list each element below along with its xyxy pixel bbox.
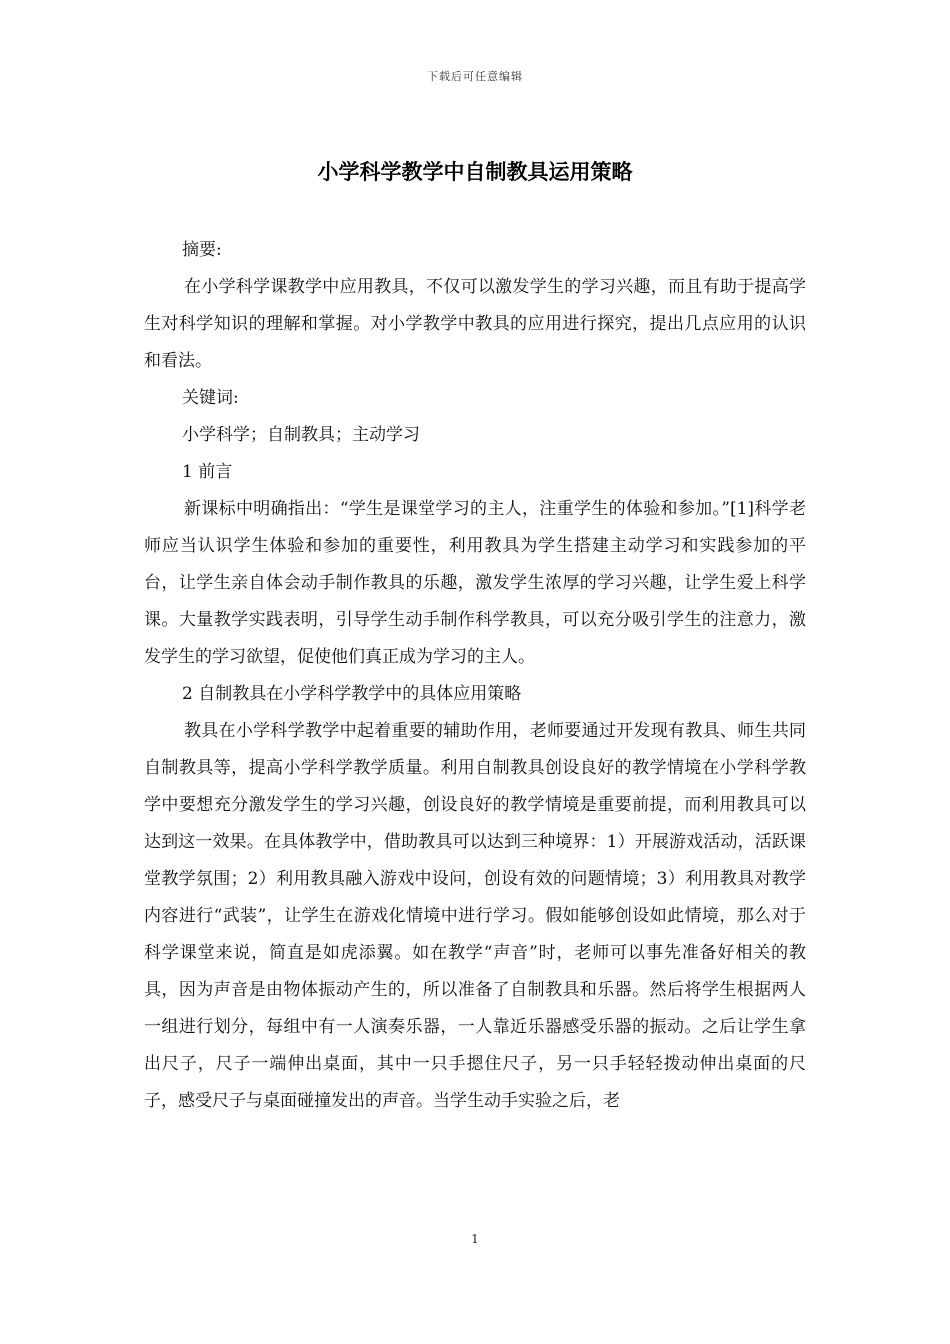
page-number: 1 (471, 1232, 479, 1246)
section-1-heading: 1 前言 (182, 462, 233, 482)
keywords-text: 小学科学；自制教具；主动学习 (182, 425, 420, 445)
document-body (144, 232, 806, 1120)
abstract-text: 在小学科学课教学中应用教具，不仅可以激发学生的学习兴趣，而且有助于提高学生对科学知识的理解和掌握。对小学教学中教具的应用进行探究，提出几点应用的认识和看法。 (144, 277, 806, 371)
section-1-text: 新课标中明确指出：“学生是课堂学习的主人，注重学生的体验和参加。”[1]科学老师应当认识学生体验和参加的重要性，利用教具为学生搭建主动学习和实践参加的平台，让学生亲自体会动手制作教具的乐趣，激发学生浓厚的学习兴趣，让学生爱上科学课。大量教学实践表明，引导学生动手制作科学教具，可以充分吸引学生的注意力，激发学生的学习欲望，促使他们真正成为学习的主人。 (144, 499, 806, 667)
keywords-label: 关键词: (182, 388, 239, 408)
header-note: 下载后可任意编辑 (427, 70, 523, 83)
section-2-text: 教具在小学科学教学中起着重要的辅助作用，老师要通过开发现有教具、师生共同自制教具等，提高小学科学教学质量。利用自制教具创设良好的教学情境在小学科学教学中要想充分激发学生的学习兴趣，创设良好的教学情境是重要前提，而利用教具可以达到这一效果。在具体教学中，借助教具可以达到三种境界：1）开展游戏活动，活跃课堂教学氛围；2）利用教具融入游戏中设问，创设有效的问题情境；3）利用教具对教学内容进行“武装”，让学生在游戏化情境中进行学习。假如能够创设如此情境，那么对于科学课堂来说，简直是如虎添翼。如在教学“声音”时，老师可以事先准备好相关的教具，因为声音是由物体振动产生的，所以准备了自制教具和乐器。然后将学生根据两人一组进行划分，每组中有一人演奏乐器，一人靠近乐器感受乐器的振动。之后让学生拿出尺子，尺子一端伸出桌面，其中一只手摁住尺子，另一只手轻轻拨动伸出桌面的尺子，感受尺子与桌面碰撞发出的声音。当学生动手实验之后，老 (144, 721, 806, 1111)
abstract-label: 摘要: (182, 240, 222, 260)
section-2-heading: 2 自制教具在小学科学教学中的具体应用策略 (182, 684, 522, 704)
document-title: 小学科学教学中自制教具运用策略 (317, 160, 633, 184)
